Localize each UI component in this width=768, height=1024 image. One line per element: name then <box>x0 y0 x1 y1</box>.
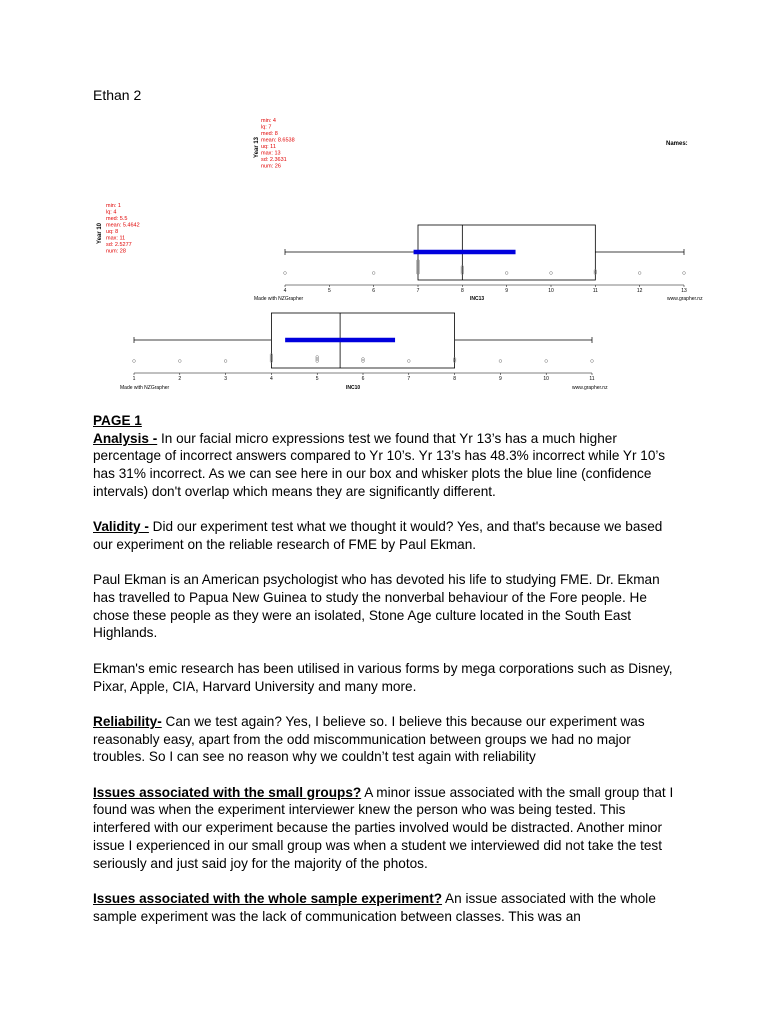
validity-paragraph <box>93 518 683 553</box>
year13-credit-left: Made with NZGrapher <box>254 296 304 302</box>
year13-stat: mean: 8.6538 <box>261 137 295 144</box>
inc10-data-point <box>545 360 548 363</box>
analysis-heading: Analysis - <box>93 430 158 446</box>
names-label: Names: <box>666 141 688 147</box>
inc10-tick-label: 5 <box>315 376 319 382</box>
inc10-tick-label: 7 <box>407 376 411 382</box>
year10-stat: max: 11 <box>106 235 126 242</box>
validity-heading: Validity - <box>93 519 149 535</box>
validity-text: Did our experiment test what we thought it would? Yes, and that's because we based our experiment on the reliable research of FME by Paul Ekman. <box>93 519 663 552</box>
reliability-text: Can we test again? Yes, I believe so. I believe this because our experiment was reasonably easy, apart from the odd miscommunication between groups we had no major troubles. So I can see no reason why we couldn’t test again with reliability <box>93 713 645 765</box>
analysis-text: In our facial micro expressions test we found that Yr 13’s has a much higher percentage of incorrect answers compared to Yr 10’s. Yr 13’s has 48.3% incorrect while Yr 10’s has 31% incorrect. As we can see here in our box and whisker plots the blue line (confidence intervals) don't overlap which means they are significantly different. <box>93 430 665 499</box>
inc13-tick-label: 7 <box>416 288 420 294</box>
box-plots-figure <box>0 0 768 400</box>
year10-stat: mean: 5.4642 <box>106 222 140 229</box>
analysis-paragraph <box>93 430 683 501</box>
year13-stat: uq: 11 <box>261 144 276 150</box>
inc10-tick-label: 3 <box>224 376 227 382</box>
inc10-tick-label: 8 <box>453 376 456 382</box>
inc10-tick-label: 2 <box>178 376 182 382</box>
inc10-tick-label: 10 <box>543 376 549 382</box>
year13-group-label: Year 13 <box>254 136 260 158</box>
year13-stat: num: 26 <box>261 163 281 170</box>
inc13-data-point <box>550 272 553 275</box>
year10-stat: lq: 4 <box>106 209 117 216</box>
year13-stat: med: 8 <box>261 131 278 137</box>
inc10-data-point <box>224 360 227 363</box>
reliability-paragraph <box>93 713 683 766</box>
inc10-data-point <box>499 360 502 363</box>
inc10-data-point <box>591 360 594 363</box>
reliability-heading: Reliability- <box>93 713 162 729</box>
small-groups-heading: Issues associated with the small groups? <box>93 784 362 800</box>
inc13-tick-label: 5 <box>327 288 331 294</box>
inc13-data-point <box>638 272 641 275</box>
whole-sample-text: An issue associated with the whole sample experiment was the lack of communication between classes. This was an <box>93 890 656 924</box>
whole-sample-heading: Issues associated with the whole sample experiment? <box>93 890 443 906</box>
inc10-data-point <box>178 360 181 363</box>
year13-stats <box>261 118 295 170</box>
whole-sample-paragraph <box>93 890 683 925</box>
inc10-data-point <box>316 356 319 359</box>
inc13-data-point <box>372 272 375 275</box>
year10-stat: uq: 8 <box>106 229 119 235</box>
inc10-data-point <box>133 360 136 363</box>
year13-stat: min: 4 <box>261 118 276 124</box>
year10-axis-label: INC10 <box>346 385 361 391</box>
inc10-tick-label: 9 <box>499 376 502 382</box>
year13-stat: lq: 7 <box>261 124 272 131</box>
emic-paragraph: Ekman's emic research has been utilised in various forms by mega corporations such as Disney, Pixar, Apple, CIA, Harvard University and many more. <box>93 660 673 694</box>
year13-credit-right: www.grapher.nz <box>667 296 703 302</box>
inc13-tick-label: 11 <box>592 288 598 294</box>
ekman-paragraph: Paul Ekman is an American psychologist who has devoted his life to studying FME. Dr. Ekman has travelled to Papua New Guinea to study the nonverbal behaviour of the Fore people. He chose these people as they were an isolated, Stone Age culture located in the South East Highlands. <box>93 572 660 641</box>
year10-stat: med: 5.5 <box>106 216 128 222</box>
year13-stat: sd: 2.3631 <box>261 157 287 163</box>
inc10-tick-label: 11 <box>589 376 595 382</box>
inc10-tick-label: 1 <box>132 376 136 382</box>
small-groups-paragraph <box>93 784 683 873</box>
inc13-tick-label: 9 <box>505 288 509 294</box>
small-groups-text: A minor issue associated with the small group that I found was when the experiment interviewer knew the person who was being tested. This interfered with our experiment because the parties involved would be distracted. Another minor issue I experienced in our small group was when a student we interviewed did not take the test seriously and just said joy for the majority of the photos. <box>93 784 674 871</box>
inc13-tick-label: 13 <box>681 288 687 294</box>
inc13-tick-label: 12 <box>636 288 643 294</box>
year10-stat: sd: 2.5277 <box>106 242 132 248</box>
year13-box-plot <box>284 225 687 294</box>
report-body <box>93 412 683 925</box>
year10-stat: min: 1 <box>106 203 121 209</box>
page1-heading: PAGE 1 <box>93 413 142 428</box>
year13-axis-label: INC13 <box>470 296 485 302</box>
inc13-tick-label: 4 <box>283 288 287 294</box>
year10-stat: num: 28 <box>106 248 126 255</box>
inc13-tick-label: 6 <box>372 288 376 294</box>
year10-credit-right: www.grapher.nz <box>572 385 608 391</box>
year10-stats <box>106 203 140 255</box>
inc13-tick-label: 8 <box>460 288 464 294</box>
inc10-tick-label: 4 <box>270 376 273 382</box>
inc10-data-point <box>362 358 365 361</box>
page-title: Ethan 2 <box>93 87 142 103</box>
inc13-tick-label: 10 <box>548 288 554 294</box>
inc13-data-point <box>683 272 686 275</box>
inc10-data-point <box>407 360 410 363</box>
year13-stat: max: 13 <box>261 150 281 157</box>
inc10-tick-label: 6 <box>361 376 365 382</box>
year10-credit-left: Made with NZGrapher <box>120 385 170 391</box>
inc13-data-point <box>505 272 508 275</box>
year10-group-label: Year 10 <box>97 222 103 244</box>
year10-box-plot <box>133 313 595 382</box>
inc13-data-point <box>284 272 287 275</box>
